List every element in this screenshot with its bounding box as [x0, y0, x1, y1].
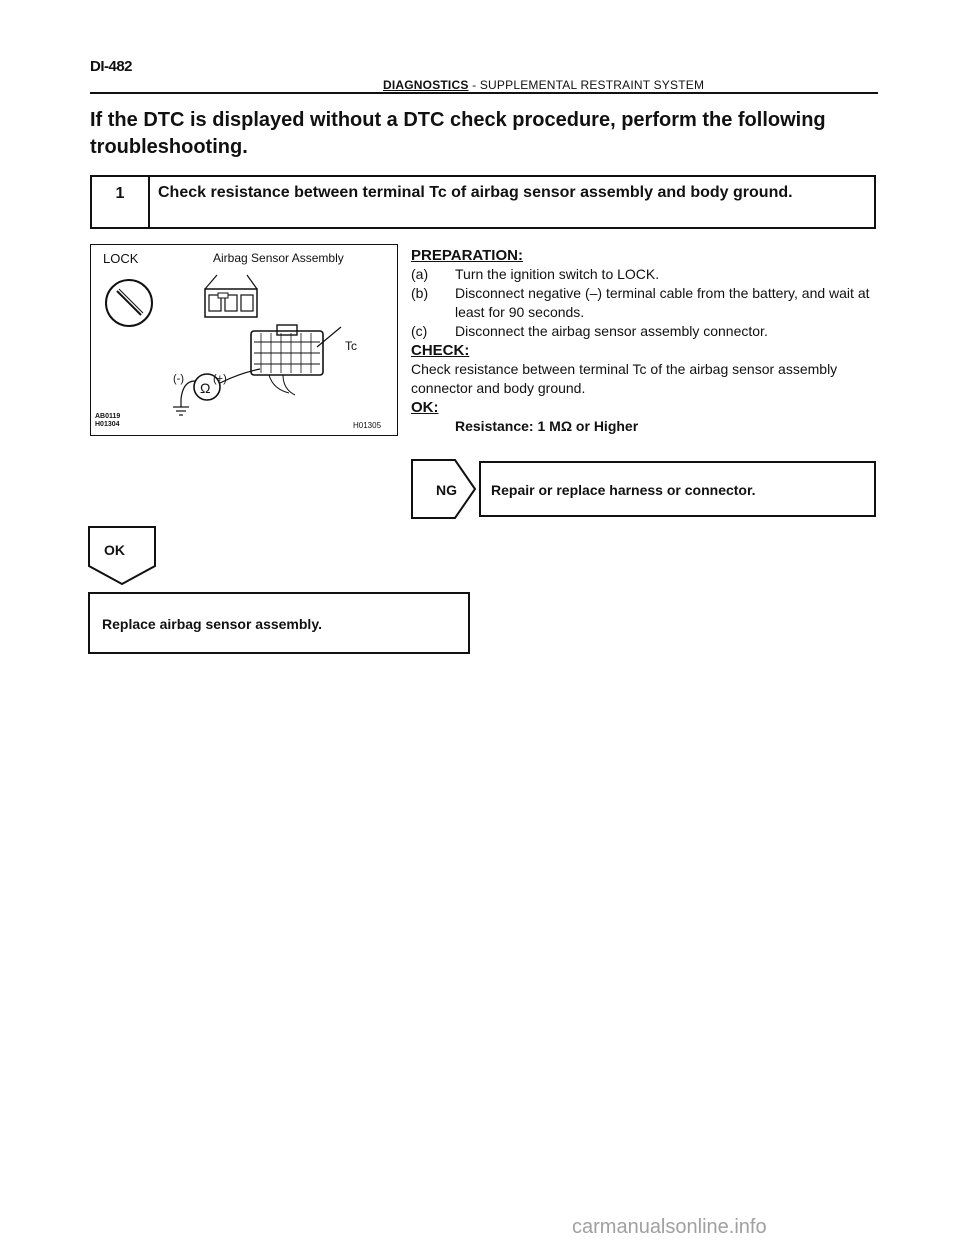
- tc-terminal-label: Tc: [345, 339, 357, 353]
- preparation-item: [411, 284, 881, 322]
- step-title: Check resistance between terminal Tc of airbag sensor assembly and body ground.: [158, 184, 793, 201]
- figure-code-left-2: H01304: [95, 421, 120, 428]
- header-title: [383, 78, 704, 92]
- ok-spec-title: OK:: [411, 399, 439, 416]
- preparation-title: PREPARATION:: [411, 247, 523, 264]
- ng-branch: [411, 459, 479, 526]
- main-heading: If the DTC is displayed without a DTC check procedure, perform the following troubleshooting.: [90, 109, 826, 158]
- ohm-symbol: Ω: [200, 380, 211, 396]
- ok-label: OK: [104, 542, 125, 558]
- figure-code-left: [95, 413, 120, 429]
- sensor-assembly-icon: [205, 275, 257, 317]
- assembly-label: Airbag Sensor Assembly: [213, 251, 344, 265]
- tc-leader-line: [317, 327, 341, 347]
- negative-probe-label: (-): [173, 373, 184, 385]
- ok-branch: [88, 526, 158, 593]
- ng-label: NG: [436, 482, 457, 498]
- final-action-box: [88, 592, 470, 654]
- wiring-figure: [90, 244, 398, 436]
- positive-probe-label: (+): [213, 373, 227, 385]
- ground-icon: [173, 407, 189, 415]
- ng-action-box: [479, 461, 876, 517]
- lock-label: LOCK: [103, 251, 139, 266]
- connector-icon: [251, 325, 323, 395]
- header-separator: -: [472, 78, 477, 92]
- final-action-text: Replace airbag sensor assembly.: [102, 616, 322, 632]
- figure-code-left-1: AB0119: [95, 413, 121, 420]
- section-name: DIAGNOSTICS: [383, 78, 469, 92]
- subsection-name: SUPPLEMENTAL RESTRAINT SYSTEM: [479, 78, 705, 92]
- check-text: Check resistance between terminal Tc of the airbag sensor assembly connector and body ground.: [411, 361, 838, 396]
- item-text: Turn the ignition switch to LOCK.: [455, 266, 660, 282]
- watermark: carmanualsonline.info: [572, 1216, 767, 1238]
- check-title: CHECK:: [411, 342, 470, 359]
- item-text: Disconnect the airbag sensor assembly connector.: [455, 323, 768, 339]
- header-rule: [90, 92, 878, 94]
- item-label: (c): [411, 323, 428, 339]
- figure-code-right: H01305: [353, 421, 382, 430]
- item-text: Disconnect negative (–) terminal cable from the battery, and wait at least for 90 seconds.: [455, 285, 870, 320]
- step-number: 1: [92, 177, 150, 227]
- preparation-item: [411, 322, 881, 341]
- step-box: [90, 175, 876, 229]
- preparation-item: [411, 265, 881, 284]
- resistance-spec: Resistance: 1 MΩ or Higher: [455, 418, 639, 434]
- item-label: (b): [411, 285, 429, 301]
- ng-action-text: Repair or replace harness or connector.: [491, 482, 756, 498]
- page-code: DI-482: [90, 58, 133, 75]
- procedure-text: [411, 246, 881, 436]
- ignition-lock-icon: [106, 280, 152, 326]
- item-label: (a): [411, 266, 429, 282]
